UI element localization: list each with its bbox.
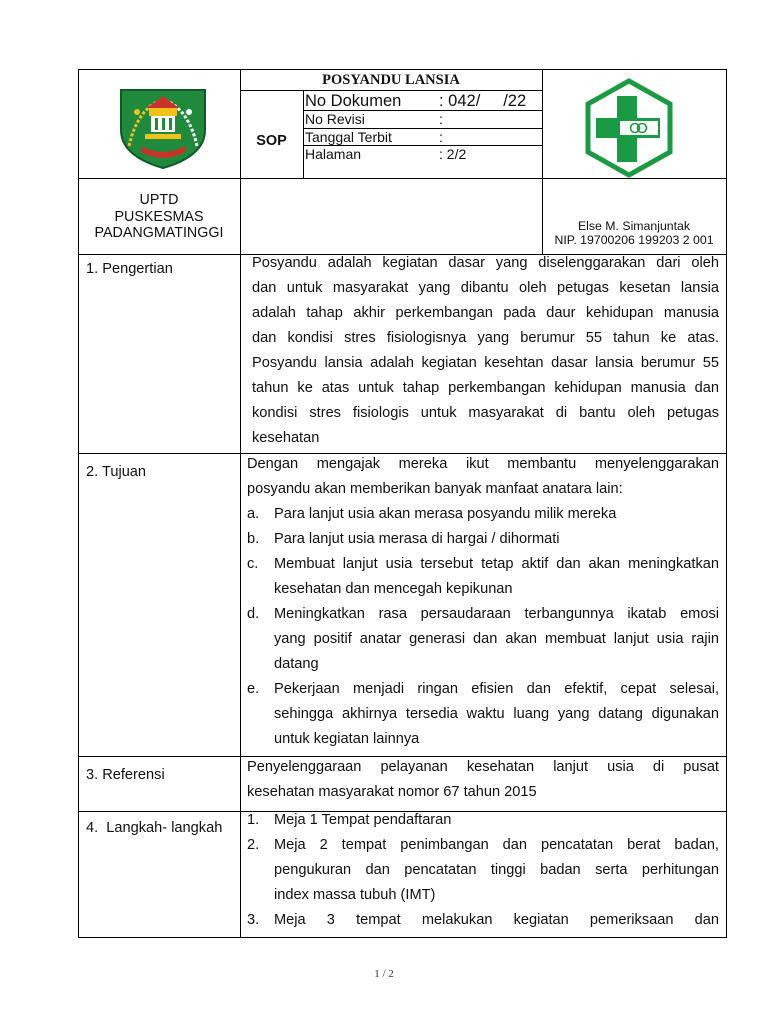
list-text: Meja 2 tempat penimbangan dan pencatatan berat badan, (274, 837, 719, 853)
pengertian-line: kondisi stres fisiologis untuk masyarakat di bantu oleh petugas (252, 405, 719, 421)
table-border-bottom (78, 937, 727, 938)
list-marker: b. (247, 531, 260, 547)
list-marker: a. (247, 506, 260, 522)
signer-nip: NIP. 19700206 199203 2 001 (554, 233, 714, 247)
header-row-divider (78, 178, 727, 179)
org-line-2: PUSKESMAS (114, 209, 204, 225)
referensi-line: kesehatan masyarakat nomor 67 tahun 2015 (247, 784, 537, 800)
title-underline (240, 90, 542, 91)
list-marker: e. (247, 681, 260, 697)
document-title: POSYANDU LANSIA (322, 72, 460, 88)
fields-divider (303, 90, 304, 178)
list-text: Meja 3 tempat melakukan kegiatan pemeriksaan dan (274, 912, 719, 928)
regional-emblem-icon (117, 84, 209, 170)
sop-label: SOP (256, 133, 287, 149)
list-item (247, 527, 719, 552)
pengertian-line: kesehatan (252, 430, 320, 446)
pengertian-line: adalah tahap akhir perkembangan pada daur kehidupan manusia (252, 305, 719, 321)
tujuan-intro-line: posyandu akan memberikan banyak manfaat anatara lain: (247, 481, 623, 497)
list-text: Para lanjut usia akan merasa posyandu milik mereka (274, 506, 617, 522)
list-marker: 3. (247, 912, 260, 928)
tujuan-intro-line: Dengan mengajak mereka ikut membantu menyelenggarakan (247, 456, 719, 472)
section-label-tujuan: 2. Tujuan (86, 464, 147, 480)
referensi-line: Penyelenggaraan pelayanan kesehatan lanjut usia di pusat (247, 759, 719, 775)
list-marker: d. (247, 606, 260, 622)
list-text: sehingga akhirnya tersedia waktu luang yang datang digunakan (274, 706, 719, 722)
org-line-3: PADANGMATINGGI (94, 225, 224, 241)
org-line-1: UPTD (139, 192, 179, 208)
list-text: index massa tubuh (IMT) (274, 887, 436, 903)
list-item (247, 602, 719, 677)
field-halaman-label: Halaman (305, 146, 362, 162)
field-halaman-value: : 2/2 (439, 146, 467, 162)
referensi-text (247, 755, 719, 805)
pengertian-line: tahun ke atas untuk tahap perkembangan kehidupan manusia dan (252, 380, 719, 396)
list-marker: 1. (247, 812, 260, 828)
signer-name: Else M. Simanjuntak (577, 219, 691, 233)
field-no-revisi-value: : (439, 111, 443, 127)
field-tanggal-terbit-value: : (439, 129, 443, 145)
list-text: Para lanjut usia merasa di hargai / dihormati (274, 531, 560, 547)
list-marker: c. (247, 556, 259, 572)
field-no-dokumen-label: No Dokumen (305, 92, 402, 110)
list-item (247, 677, 719, 752)
pengertian-text (252, 251, 719, 451)
list-item (247, 808, 719, 833)
field-tanggal-terbit-label: Tanggal Terbit (305, 129, 392, 145)
tujuan-list (247, 502, 719, 752)
field-no-dokumen-value: : 042/ /22 (439, 92, 527, 110)
field-no-revisi-label: No Revisi (305, 111, 365, 127)
list-text: pengukuran dan pencatatan tinggi badan serta perhitungan (274, 862, 719, 878)
section-label-langkah: 4. Langkah- langkah (86, 820, 223, 836)
list-item (247, 833, 719, 908)
table-divider-col1 (240, 69, 241, 938)
health-cross-logo-icon (584, 78, 674, 178)
list-text: datang (274, 656, 319, 672)
list-item (247, 908, 719, 933)
section-label-referensi: 3. Referensi (86, 767, 165, 783)
section-label-pengertian: 1. Pengertian (86, 261, 173, 277)
list-text: Pekerjaan menjadi ringan efisien dan efektif, cepat selesai, (274, 681, 719, 697)
list-item (247, 502, 719, 527)
list-text: Meningkatkan rasa persaudaraan terbangunnya ikatab emosi (274, 606, 719, 622)
pengertian-line: dan kondisi stres fisiologisnya yang berumur 55 tahun ke atas. (252, 330, 719, 346)
list-text: Meja 1 Tempat pendaftaran (274, 812, 452, 828)
list-marker: 2. (247, 837, 260, 853)
list-item (247, 552, 719, 602)
page-number: 1 / 2 (374, 968, 394, 980)
list-text: kesehatan dan mencegah kepikunan (274, 581, 513, 597)
langkah-list (247, 808, 719, 933)
table-border-top (78, 69, 727, 70)
table-border-right (726, 69, 727, 938)
pengertian-line: dan untuk masyarakat yang dibantu oleh petugas kesetan lansia (252, 280, 719, 296)
list-text: yang positif anatar generasi dan akan membuat lanjut usia rajin (274, 631, 719, 647)
list-text: untuk kegiatan lainnya (274, 731, 420, 747)
pengertian-line: Posyandu lansia adalah kegiatan kesehtan dasar lansia berumur 55 (252, 355, 719, 371)
list-text: Membuat lanjut usia tersebut tetap aktif dan akan meningkatkan (274, 556, 719, 572)
tujuan-intro (247, 452, 719, 502)
pengertian-line: Posyandu adalah kegiatan dasar yang diselenggarakan dari oleh (252, 255, 719, 271)
